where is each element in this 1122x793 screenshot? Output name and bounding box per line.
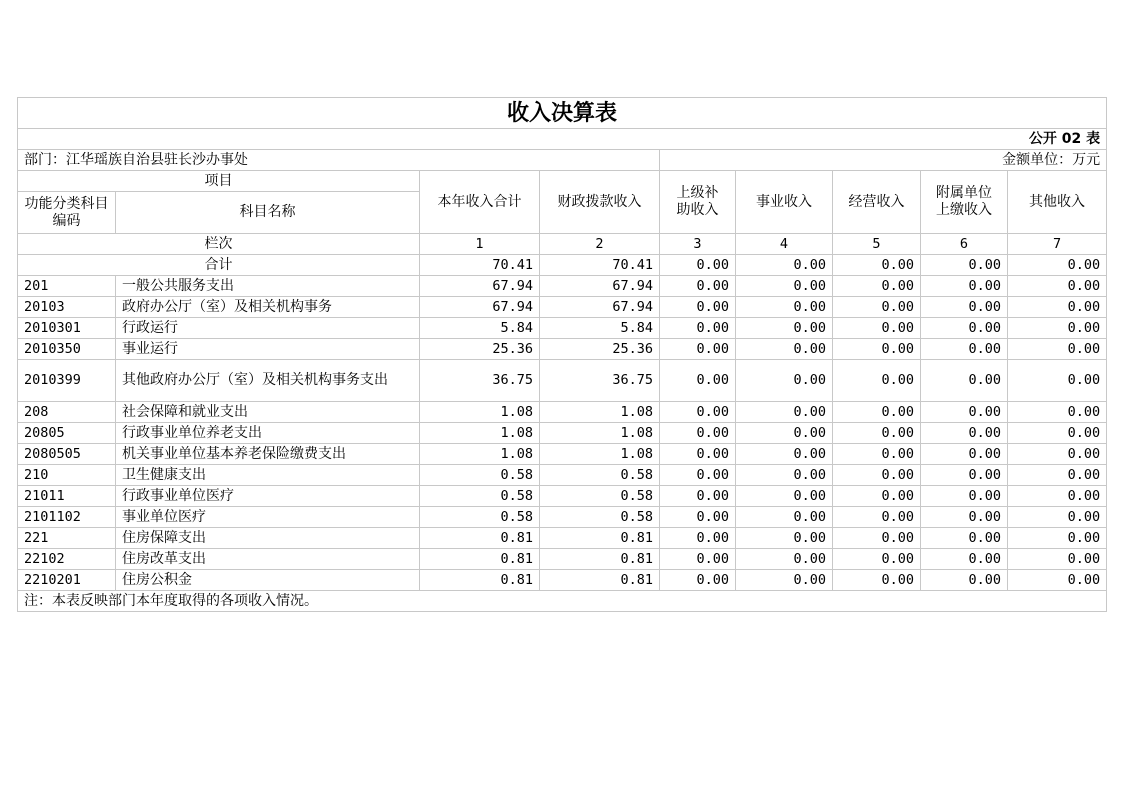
table-row [18,549,1107,570]
amount-cell: 1.08 [540,423,660,444]
amount-cell: 0.00 [833,486,921,507]
amount-cell: 0.00 [1008,276,1107,297]
amount-cell: 67.94 [540,276,660,297]
subject-name: 住房公积金 [116,570,420,591]
amount-cell: 0.00 [660,465,736,486]
amount-cell: 0.00 [1008,549,1107,570]
amount-cell: 0.00 [921,360,1008,402]
line-number: 2 [540,234,660,255]
subject-code: 22102 [18,549,116,570]
amount-cell: 0.00 [660,339,736,360]
subject-name: 行政事业单位医疗 [116,486,420,507]
header-col2: 财政拨款收入 [540,171,660,234]
amount-cell: 0.81 [540,549,660,570]
amount-cell: 0.00 [921,444,1008,465]
table-row [18,318,1107,339]
table-row [18,402,1107,423]
amount-cell: 0.00 [921,549,1008,570]
amount-cell: 0.58 [540,486,660,507]
amount-cell: 36.75 [540,360,660,402]
header-subject-name: 科目名称 [116,192,420,234]
amount-cell: 0.00 [1008,507,1107,528]
subject-code: 208 [18,402,116,423]
header-col3: 上级补助收入 [660,171,736,234]
amount-cell: 0.00 [833,339,921,360]
table-row [18,570,1107,591]
line-number: 4 [736,234,833,255]
amount-cell: 0.00 [833,318,921,339]
header-item: 项目 [18,171,420,192]
amount-cell: 0.00 [736,339,833,360]
table-row [18,444,1107,465]
subject-name: 行政事业单位养老支出 [116,423,420,444]
amount-cell: 0.00 [660,549,736,570]
amount-cell: 0.81 [540,570,660,591]
table-row [18,486,1107,507]
subject-code: 20805 [18,423,116,444]
amount-cell: 0.00 [736,444,833,465]
table-row [18,423,1107,444]
income-table [17,97,1107,612]
amount-cell: 0.81 [540,528,660,549]
subject-code: 2010301 [18,318,116,339]
amount-cell: 0.00 [660,570,736,591]
amount-cell: 0.81 [420,528,540,549]
subject-name: 其他政府办公厅（室）及相关机构事务支出 [116,360,420,402]
total-value: 0.00 [833,255,921,276]
amount-cell: 25.36 [420,339,540,360]
subject-code: 2010350 [18,339,116,360]
form-number: 公开 02 表 [18,129,1107,150]
header-col4: 事业收入 [736,171,833,234]
subject-name: 住房保障支出 [116,528,420,549]
amount-cell: 0.00 [736,486,833,507]
amount-cell: 1.08 [540,444,660,465]
line-number: 3 [660,234,736,255]
subject-code: 21011 [18,486,116,507]
amount-cell: 0.00 [921,528,1008,549]
subject-code: 2080505 [18,444,116,465]
total-label: 合计 [18,255,420,276]
subject-name: 一般公共服务支出 [116,276,420,297]
subject-name: 住房改革支出 [116,549,420,570]
amount-cell: 0.00 [833,465,921,486]
amount-cell: 0.00 [736,276,833,297]
amount-cell: 0.00 [921,465,1008,486]
table-row [18,507,1107,528]
amount-cell: 0.00 [833,507,921,528]
subject-code: 2010399 [18,360,116,402]
amount-cell: 0.00 [736,360,833,402]
line-number: 7 [1008,234,1107,255]
amount-cell: 0.00 [833,276,921,297]
line-number: 6 [921,234,1008,255]
amount-cell: 0.00 [833,549,921,570]
amount-cell: 0.00 [833,528,921,549]
header-col6: 附属单位上缴收入 [921,171,1008,234]
total-value: 0.00 [921,255,1008,276]
amount-cell: 67.94 [420,297,540,318]
total-value: 0.00 [660,255,736,276]
amount-cell: 0.00 [833,423,921,444]
total-value: 0.00 [1008,255,1107,276]
amount-cell: 0.00 [1008,423,1107,444]
amount-cell: 0.00 [736,465,833,486]
line-number: 5 [833,234,921,255]
amount-cell: 0.00 [921,570,1008,591]
line-number: 1 [420,234,540,255]
amount-cell: 0.00 [1008,465,1107,486]
subject-name: 政府办公厅（室）及相关机构事务 [116,297,420,318]
amount-cell: 36.75 [420,360,540,402]
total-value: 70.41 [420,255,540,276]
amount-cell: 0.58 [420,507,540,528]
subject-code: 221 [18,528,116,549]
amount-cell: 0.00 [1008,402,1107,423]
income-statement-sheet [17,97,1106,612]
amount-cell: 5.84 [420,318,540,339]
subject-name: 事业运行 [116,339,420,360]
amount-cell: 0.00 [736,528,833,549]
table-row [18,528,1107,549]
table-row [18,297,1107,318]
subject-name: 卫生健康支出 [116,465,420,486]
data-rows [18,276,1107,591]
amount-cell: 0.00 [1008,486,1107,507]
amount-cell: 0.00 [660,276,736,297]
amount-cell: 0.00 [833,402,921,423]
amount-cell: 0.00 [660,507,736,528]
amount-cell: 0.00 [833,297,921,318]
table-title: 收入决算表 [18,98,1107,129]
amount-cell: 0.58 [540,465,660,486]
amount-cell: 0.00 [660,360,736,402]
table-row [18,360,1107,402]
header-col7: 其他收入 [1008,171,1107,234]
amount-cell: 0.58 [420,465,540,486]
amount-cell: 0.00 [736,297,833,318]
subject-name: 事业单位医疗 [116,507,420,528]
amount-cell: 0.00 [833,360,921,402]
amount-cell: 0.81 [420,570,540,591]
subject-code: 2210201 [18,570,116,591]
amount-cell: 0.00 [1008,360,1107,402]
header-col5: 经营收入 [833,171,921,234]
amount-cell: 0.00 [921,318,1008,339]
amount-cell: 0.00 [660,486,736,507]
subject-code: 210 [18,465,116,486]
amount-cell: 67.94 [540,297,660,318]
amount-cell: 0.58 [540,507,660,528]
amount-cell: 0.00 [736,423,833,444]
amount-cell: 0.00 [921,297,1008,318]
amount-cell: 0.00 [660,423,736,444]
amount-cell: 25.36 [540,339,660,360]
amount-cell: 0.00 [736,570,833,591]
amount-cell: 0.00 [1008,528,1107,549]
table-row [18,339,1107,360]
line-label: 栏次 [18,234,420,255]
total-value: 0.00 [736,255,833,276]
table-row [18,276,1107,297]
amount-cell: 1.08 [420,423,540,444]
subject-code: 20103 [18,297,116,318]
header-col1: 本年收入合计 [420,171,540,234]
subject-name: 行政运行 [116,318,420,339]
subject-code: 2101102 [18,507,116,528]
amount-cell: 0.00 [736,507,833,528]
header-func-code: 功能分类科目编码 [18,192,116,234]
amount-cell: 0.81 [420,549,540,570]
amount-cell: 0.00 [921,423,1008,444]
amount-cell: 0.00 [1008,444,1107,465]
table-row [18,465,1107,486]
amount-cell: 0.00 [736,402,833,423]
amount-unit: 金额单位：万元 [660,150,1107,171]
amount-cell: 0.58 [420,486,540,507]
amount-cell: 0.00 [660,297,736,318]
amount-cell: 0.00 [736,318,833,339]
amount-cell: 1.08 [540,402,660,423]
amount-cell: 0.00 [660,402,736,423]
amount-cell: 0.00 [921,507,1008,528]
subject-name: 社会保障和就业支出 [116,402,420,423]
amount-cell: 0.00 [660,528,736,549]
amount-cell: 0.00 [921,402,1008,423]
amount-cell: 0.00 [921,339,1008,360]
amount-cell: 1.08 [420,402,540,423]
department-label: 部门：江华瑶族自治县驻长沙办事处 [18,150,660,171]
amount-cell: 0.00 [921,486,1008,507]
amount-cell: 1.08 [420,444,540,465]
amount-cell: 67.94 [420,276,540,297]
amount-cell: 0.00 [1008,297,1107,318]
amount-cell: 0.00 [660,318,736,339]
subject-code: 201 [18,276,116,297]
subject-name: 机关事业单位基本养老保险缴费支出 [116,444,420,465]
amount-cell: 0.00 [833,570,921,591]
amount-cell: 0.00 [833,444,921,465]
amount-cell: 5.84 [540,318,660,339]
total-value: 70.41 [540,255,660,276]
amount-cell: 0.00 [1008,339,1107,360]
amount-cell: 0.00 [660,444,736,465]
table-note: 注：本表反映部门本年度取得的各项收入情况。 [18,591,1107,612]
amount-cell: 0.00 [736,549,833,570]
amount-cell: 0.00 [1008,570,1107,591]
amount-cell: 0.00 [921,276,1008,297]
amount-cell: 0.00 [1008,318,1107,339]
